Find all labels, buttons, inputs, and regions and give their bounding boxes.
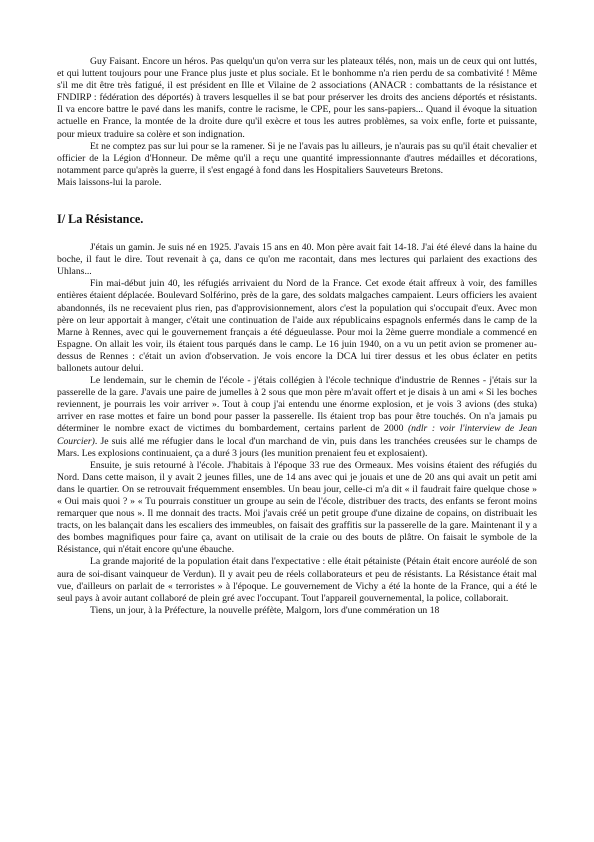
section-paragraph-6: Tiens, un jour, à la Préfecture, la nouvelle préfète, Malgorn, lors d'une commération un 18	[90, 604, 440, 616]
section-paragraph-5: La grande majorité de la population était dans l'expectative : elle était pétainiste (Pétain était encore auréolé de son aura de soi-disant vainqueur de Verdun). Il y avait peu de réels collaborateurs et peu de résistants. La Résistance était mal vue, d'ailleurs on parlait de « terroristes » à l'époque. Le gouvernement de Vichy a été la honte de la France, qui a été le seul pays à avoir autant collaboré de plein gré avec l'occupant. Tout l'appareil gouvernemental, la police, collaborait.	[57, 556, 537, 604]
document-page	[57, 56, 537, 617]
section-paragraph-3	[57, 375, 537, 460]
section-paragraph-4: Ensuite, je suis retourné à l'école. J'habitais à l'époque 33 rue des Ormeaux. Mes voisins étaient des réfugiés du Nord. Dans cette maison, il y avait 2 jeunes filles, une de 14 ans avec qui je jouais et une de 20 ans qui avait un petit ami dans le quartier. On se retrouvait fréquemment ensembles. Un beau jour, celle-ci m'a dit « il faudrait faire quelque chose » « Oui mais quoi ? » « Tu pourrais constituer un groupe au sein de l'école, distribuer des tracts, des enfants se feront moins remarquer que nous ». Il me donnait des tracts. Moi j'avais créé un petit groupe d'une dizaine de copains, on distribuait les tracts, on les balançait dans les escaliers des immeubles, on faisait des graffitis sur la passerelle de la gare. Maintenant il y a des bombes magnifiques pour faire ça, avant on utilisait de la craie ou des bouts de plâtre. On faisait le symbole de la Résistance, qui n'était encore qu'une ébauche.	[57, 459, 537, 556]
section-paragraph-2: Fin mai-début juin 40, les réfugiés arrivaient du Nord de la France. Cet exode était affreux à voir, des familles entières étaient déplacée. Boulevard Solférino, près de la gare, des soldats malgaches campaient. Leurs officiers les avaient abandonnés, ils ne recevaient plus rien, pas d'approvisionnement, alors c'est la population qui s'occupait d'eux. Avec mon père on leur apportait à manger, c'était une continuation de l'aide aux républicains espagnols enfermés dans le camp de la Marne à Rennes, avec qui le gouvernement français a été dégueulasse. Pour moi la 2ème guerre mondiale a commencé en Espagne. On allait les voir, ils étaient tous parqués dans le camp. Le 16 juin 1940, on a vu un petit avion se promener au-dessus de Rennes : c'était un avion d'observation. Je vois encore la DCA lui tirer dessus et les obus éclater en petits ballonets autour delui.	[57, 278, 537, 374]
paragraph-3-text-b: . Je suis allé me réfugier dans le local d'un marchand de vin, puis dans les tranchées creusées sur le champs de Mars. Les explosions continuaient, ça a duré 3 jours (les munition prenaient feu et explosaient).	[57, 435, 537, 459]
intro-paragraph-2: Et ne comptez pas sur lui pour se la ramener. Si je ne l'avais pas lu ailleurs, je n'aurais pas su qu'il était chevalier et officier de la Légion d'Honneur. De même qu'il a reçu une quantité impressionnante d'autres médailles et décorations, notamment parce qu'après la guerre, il s'est engagé à fond dans les Hospitaliers Sauveteurs Bretons.	[57, 140, 537, 176]
intro-paragraph-1: Guy Faisant. Encore un héros. Pas quelqu'un qu'on verra sur les plateaux télés, non, mais un de ceux qui ont luttés, et qui luttent toujours pour une France plus juste et plus sociale. Et le bonhomme n'a rien perdu de sa combativité ! Même s'il me dit être très fatigué, il est président en Ille et Vilaine de 2 associations (ANACR : combattants de la résistance et FNDIRP : fédération des déportés) à travers lesquelles il se bat pour préserver les droits des anciens déportés et résistants. Il va encore battre le pavé dans les manifs, contre le racisme, le CPE, pour les sans-papiers... Quand il évoque la situation actuelle en France, la montée de la droite dure qu'il exècre et tous les autres problèmes, sa voix enfle, forte et puissante, pour mieux traduire sa colère et son indignation.	[57, 56, 537, 140]
intro-paragraph-3: Mais laissons-lui la parole.	[57, 176, 162, 188]
section-heading: I/ La Résistance.	[57, 212, 144, 227]
section-paragraph-1: J'étais un gamin. Je suis né en 1925. J'avais 15 ans en 40. Mon père avait fait 14-18. J'ai été élevé dans la haine du boche, il faut le dire. Tout revenait à ça, dans ce qu'on me racontait, dans mes lectures qui parlaient des exactions des Uhlans...	[57, 242, 537, 278]
paragraph-3-text-a: Le lendemain, sur le chemin de l'école - j'étais collégien à l'école technique d'industrie de Rennes - j'étais sur la passerelle de la gare. J'avais une paire de jumelles à 2 sous que mon père m'avait offert et je disais à un ami « Si les boches reviennent, je pourrais les voir arriver ». Tout à coup j'ai entendu une énorme explosion, et je vois 3 avions (des stuka) arriver en rase mottes et faire un bond pour passer la passerelle. Ils étaient trop bas pour être touchés. On n'a jamais pu déterminer le nombre exact de victimes du bombardement, certains parlent de 2000	[57, 375, 537, 435]
editor-note: (ndlr : voir l'interview de Jean Courcier)	[57, 423, 538, 447]
